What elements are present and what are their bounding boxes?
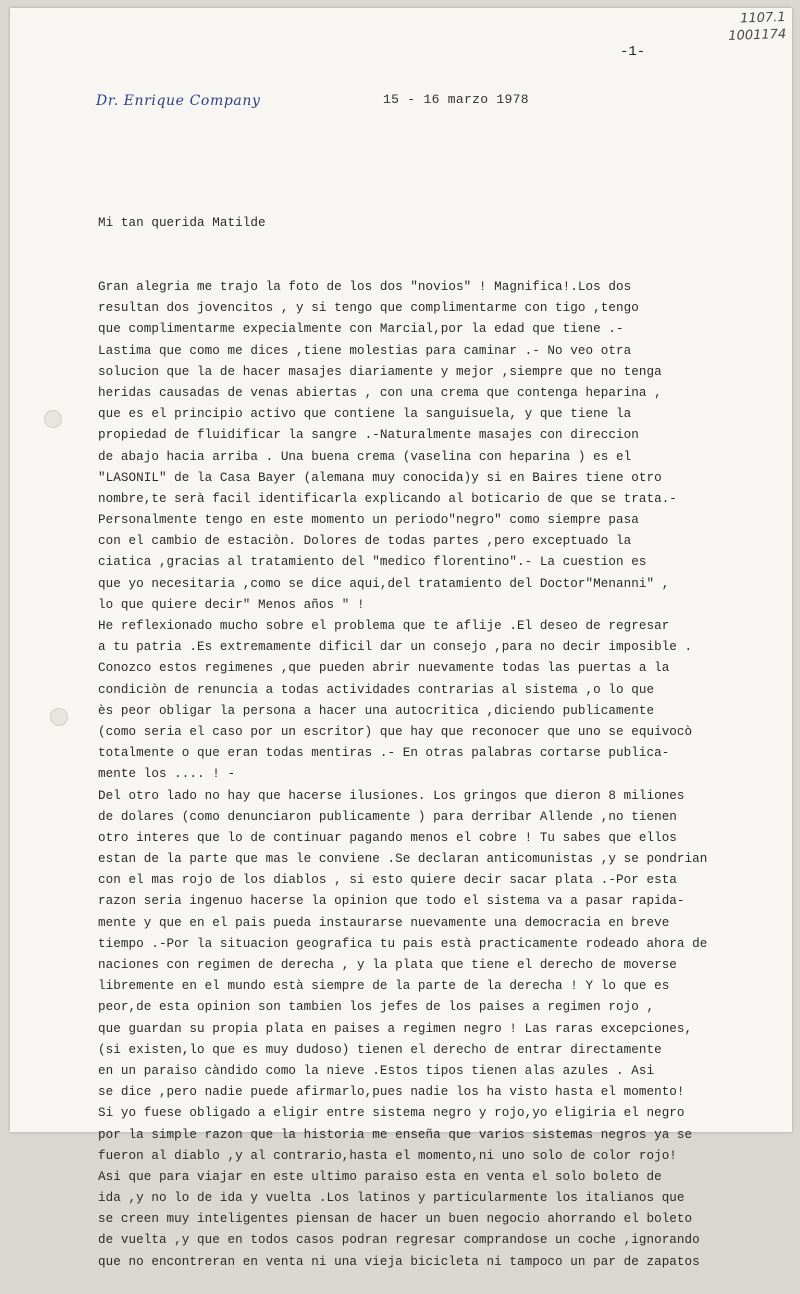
body-line: Gran alegria me trajo la foto de los dos "novios" ! Magnifica!.Los dos [98, 280, 632, 294]
body-line: razon seria ingenuo hacerse la opinion que todo el sistema va a pasar rapida- [98, 894, 685, 909]
body-line: tiempo .-Por la situacion geografica tu pais està practicamente rodeado ahora de [98, 936, 708, 951]
body-line: de vuelta ,y que en todos casos podran regresar comprandose un coche ,ignorando [98, 1233, 700, 1248]
body-line: "LASONIL" de la Casa Bayer (alemana muy conocida)y si en Baires tiene otro [98, 470, 662, 485]
body-line: resultan dos jovencitos , y si tengo que complimentarme con tigo ,tengo [98, 301, 639, 316]
body-line: lo que quiere decir" Menos años " ! [98, 597, 365, 612]
body-line: mente los .... ! - [98, 767, 236, 782]
body-line: que es el principio activo que contiene la sanguisuela, y que tiene la [98, 407, 632, 422]
body-line: que yo necesitaria ,como se dice aqui,del tratamiento del Doctor"Menanni" , [98, 576, 670, 591]
salutation: Mi tan querida Matilde [98, 216, 266, 231]
punch-hole-bottom [50, 708, 68, 726]
body-line: se creen muy inteligentes piensan de hacer un buen negocio ahorrando el boleto [98, 1212, 693, 1227]
body-line: con el mas rojo de los diablos , si esto quiere decir sacar plata .-Por esta [98, 873, 677, 888]
body-line: en un paraiso càndido como la nieve .Estos tipos tienen alas azules . Asi [98, 1063, 655, 1078]
body-lines [98, 277, 770, 1273]
punch-hole-top [44, 410, 62, 428]
body-line: libremente en el mundo està siempre de la parte de la derecha ! Y lo que es [98, 979, 670, 994]
body-line: propiedad de fluidificar la sangre .-Naturalmente masajes con direccion [98, 428, 639, 443]
body-line: que complimentarme expecialmente con Marcial,por la edad que tiene .- [98, 322, 624, 337]
body-line: Personalmente tengo en este momento un periodo"negro" como siempre pasa [98, 513, 639, 528]
body-line: Si yo fuese obligado a eligir entre sistema negro y rojo,yo eligiria el negro [98, 1106, 685, 1121]
body-line: a tu patria .Es extremamente dificil dar un consejo ,para no decir imposible . [98, 640, 693, 655]
body-line: Del otro lado no hay que hacerse ilusiones. Los gringos que dieron 8 miliones [98, 788, 685, 803]
body-line: naciones con regimen de derecha , y la plata que tiene el derecho de moverse [98, 958, 677, 972]
body-line: ciatica ,gracias al tratamiento del "medico florentino".- La cuestion es [98, 555, 647, 570]
body-line: por la simple razon que la historia me enseña que varios sistemas negros ya se [98, 1127, 693, 1142]
archive-reference [725, 9, 786, 45]
body-line: peor,de esta opinion son tambien los jefes de los paises a regimen rojo , [98, 1000, 655, 1015]
body-line: se dice ,pero nadie puede afirmarlo,pues nadie los ha visto hasta el momento! [98, 1085, 685, 1100]
body-line: Conozco estos regimenes ,que pueden abrir nuevamente todas las puertas a la [98, 661, 670, 676]
body-line: condiciòn de renuncia a todas actividades contrarias al sistema ,o lo que [98, 682, 655, 697]
body-line: otro interes que lo de continuar pagando menos el cobre ! Tu sabes que ellos [98, 830, 677, 845]
body-line: Asi que para viajar en este ultimo paraiso esta en venta el solo boleto de [98, 1169, 662, 1184]
body-line: (si existen,lo que es muy dudoso) tienen el derecho de entrar directamente [98, 1042, 662, 1057]
body-line: que no encontreran en venta ni una vieja bicicleta ni tampoco un par de zapatos [98, 1254, 700, 1269]
body-line: de abajo hacia arriba . Una buena crema (vaselina con heparina ) es el [98, 449, 632, 464]
body-line: ida ,y no lo de ida y vuelta .Los latinos y particularmente los italianos que [98, 1191, 685, 1206]
page-number: -1- [620, 44, 646, 60]
body-line: Lastima que como me dices ,tiene molestias para caminar .- No veo otra [98, 343, 632, 358]
body-line: fueron al diablo ,y al contrario,hasta el momento,ni uno solo de color rojo! [98, 1148, 677, 1163]
archive-ref-2: 1001174 [728, 26, 787, 44]
body-line: solucion que la de hacer masajes diariamente y mejor ,siempre que no tenga [98, 364, 662, 379]
letterhead: Dr. Enrique Company [96, 93, 261, 109]
letter-body [98, 171, 770, 1294]
body-line: (como seria el caso por un escritor) que hay que reconocer que uno se equivocò [98, 724, 693, 739]
body-line: que guardan su propia plata en paises a regimen negro ! Las raras excepciones, [98, 1021, 693, 1036]
body-line: mente y que en el pais pueda instaurarse nuevamente una democracia en breve [98, 915, 670, 930]
body-line: estan de la parte que mas le conviene .Se declaran anticomunistas ,y se pondrian [98, 852, 708, 867]
body-line: ès peor obligar la persona a hacer una autocritica ,diciendo publicamente [98, 703, 655, 718]
body-line: totalmente o que eran todas mentiras .- En otras palabras cortarse publica- [98, 746, 670, 761]
body-line: He reflexionado mucho sobre el problema que te aflije .El deseo de regresar [98, 619, 670, 633]
body-line: de dolares (como denunciaron publicamente ) para derribar Allende ,no tienen [98, 809, 677, 824]
body-line: con el cambio de estaciòn. Dolores de todas partes ,pero exceptuado la [98, 534, 632, 549]
body-line: nombre,te serà facil identificarla explicando al boticario de que se trata.- [98, 491, 677, 506]
letter-date: 15 - 16 marzo 1978 [383, 92, 529, 107]
body-line: heridas causadas de venas abiertas , con una crema que contenga heparina , [98, 385, 662, 400]
archive-ref-1: 1107.1 [739, 9, 786, 27]
